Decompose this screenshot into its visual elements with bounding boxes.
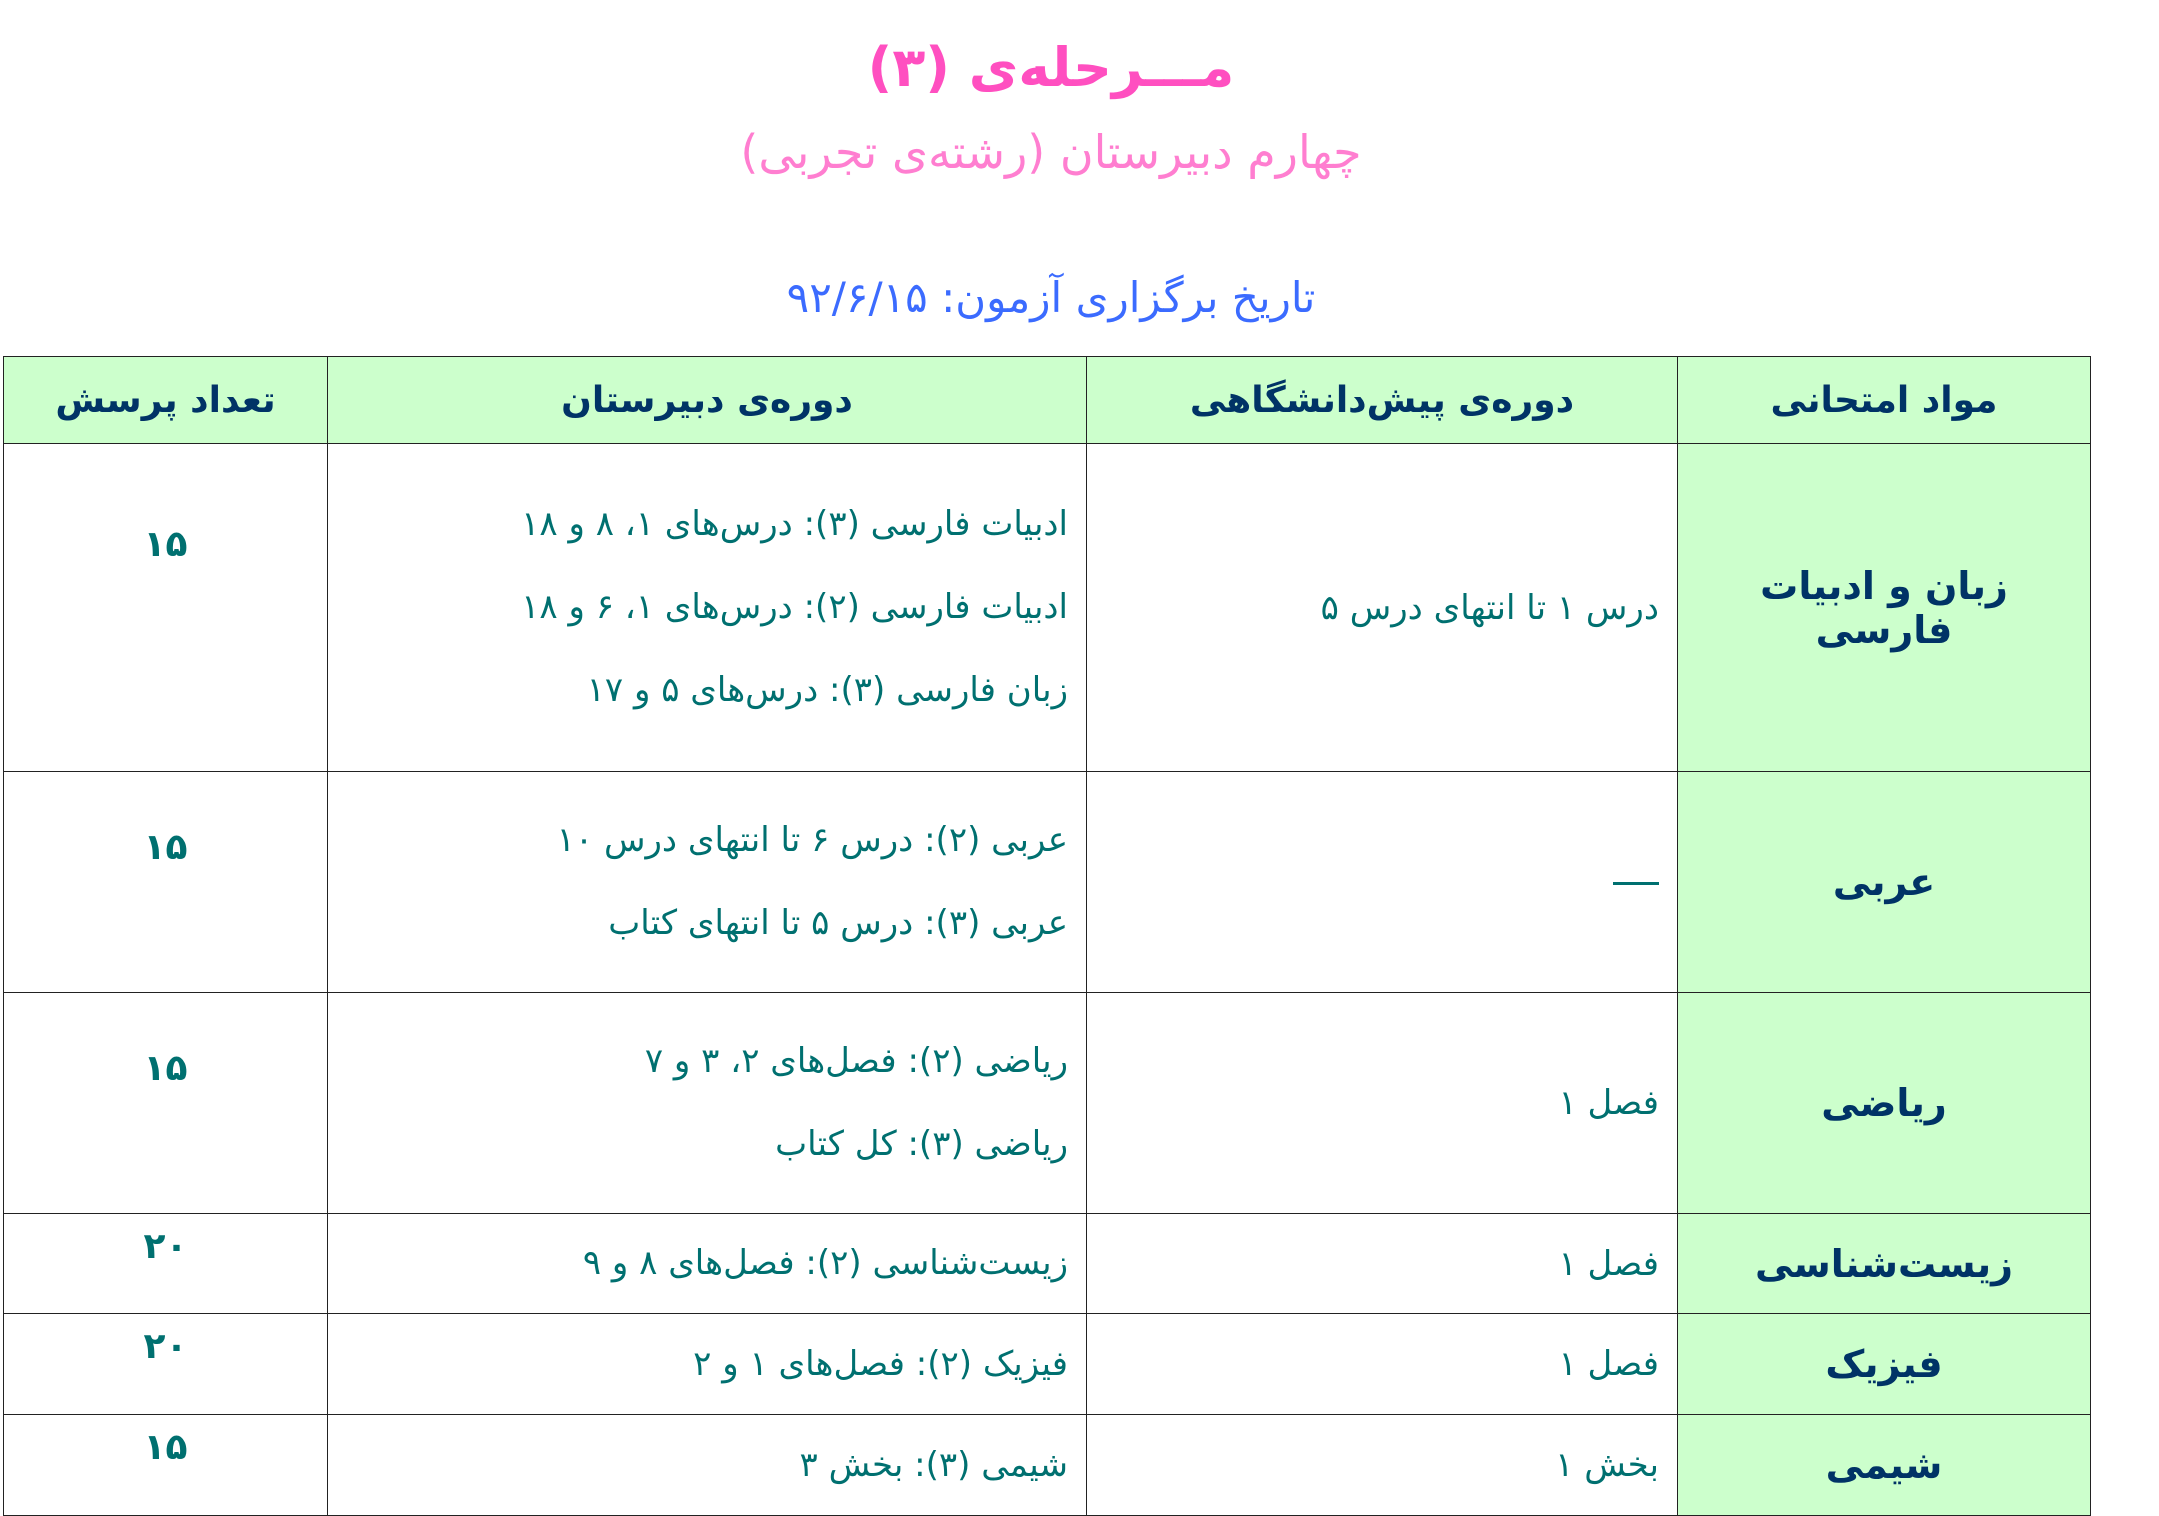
exam-date: تاریخ برگزاری آزمون: ۹۲/۶/۱۵: [786, 273, 1316, 322]
highschool-cell: [328, 444, 1087, 772]
column-header-preuniversity: دوره‌ی پیش‌دانشگاهی: [1087, 357, 1678, 444]
highschool-line: عربی (۳): درس ۵ تا انتهای کتاب: [608, 903, 1068, 943]
highschool-line: ادبیات فارسی (۳): درس‌های ۱، ۸ و ۱۸: [521, 504, 1068, 544]
subject-cell: ریاضی: [1678, 993, 2091, 1214]
preuniversity-cell: فصل ۱: [1087, 993, 1678, 1214]
preuniversity-cell: درس ۱ تا انتهای درس ۵: [1087, 444, 1678, 772]
question-count-cell: ۱۵: [4, 993, 328, 1214]
table-row: [4, 993, 2091, 1214]
table-row: [4, 1415, 2091, 1516]
subject-cell: فیزیک: [1678, 1314, 2091, 1415]
highschool-line: زبان فارسی (۳): درس‌های ۵ و ۱۷: [586, 670, 1068, 710]
highschool-line: زیست‌شناسی (۲): فصل‌های ۸ و ۹: [582, 1243, 1068, 1283]
highschool-cell: [328, 1314, 1087, 1415]
syllabus-table: [3, 356, 2091, 1516]
question-count-cell: ۲۰: [4, 1214, 328, 1314]
highschool-line: ریاضی (۲): فصل‌های ۲، ۳ و ۷: [644, 1041, 1068, 1081]
highschool-cell: [328, 1415, 1087, 1516]
table-row: [4, 772, 2091, 993]
preuniversity-cell: فصل ۱: [1087, 1214, 1678, 1314]
stage-title: مـــرحله‌ی (۳): [867, 36, 1235, 99]
subject-cell: شیمی: [1678, 1415, 2091, 1516]
question-count-cell: ۱۵: [4, 444, 328, 772]
preuniversity-cell: فصل ۱: [1087, 1314, 1678, 1415]
dash-mark: [1613, 882, 1659, 885]
highschool-line: فیزیک (۲): فصل‌های ۱ و ۲: [693, 1343, 1068, 1384]
highschool-cell: [328, 772, 1087, 993]
question-count-cell: ۱۵: [4, 1415, 328, 1516]
highschool-cell: [328, 993, 1087, 1214]
preuniversity-cell: بخش ۱: [1087, 1415, 1678, 1516]
column-header-subjects: مواد امتحانی: [1678, 357, 2091, 444]
subject-cell: زیست‌شناسی: [1678, 1214, 2091, 1314]
highschool-line: ادبیات فارسی (۲): درس‌های ۱، ۶ و ۱۸: [521, 587, 1068, 627]
table-header-row: [4, 357, 2091, 444]
question-count-cell: ۲۰: [4, 1314, 328, 1415]
question-count-cell: ۱۵: [4, 772, 328, 993]
grade-subtitle: چهارم دبیرستان (رشته‌ی تجربی): [740, 125, 1362, 179]
table-row: [4, 1214, 2091, 1314]
column-header-question-count: تعداد پرسش: [4, 357, 328, 444]
table-row: [4, 1314, 2091, 1415]
highschool-line: ریاضی (۳): کل کتاب: [775, 1124, 1068, 1164]
subject-cell: زبان و ادبیات فارسی: [1678, 444, 2091, 772]
highschool-line: عربی (۲): درس ۶ تا انتهای درس ۱۰: [556, 820, 1068, 860]
subject-cell: عربی: [1678, 772, 2091, 993]
column-header-highschool: دوره‌ی دبیرستان: [328, 357, 1087, 444]
highschool-line: شیمی (۳): بخش ۳: [799, 1444, 1068, 1485]
preuniversity-cell: [1087, 772, 1678, 993]
table-row: [4, 444, 2091, 772]
highschool-cell: [328, 1214, 1087, 1314]
